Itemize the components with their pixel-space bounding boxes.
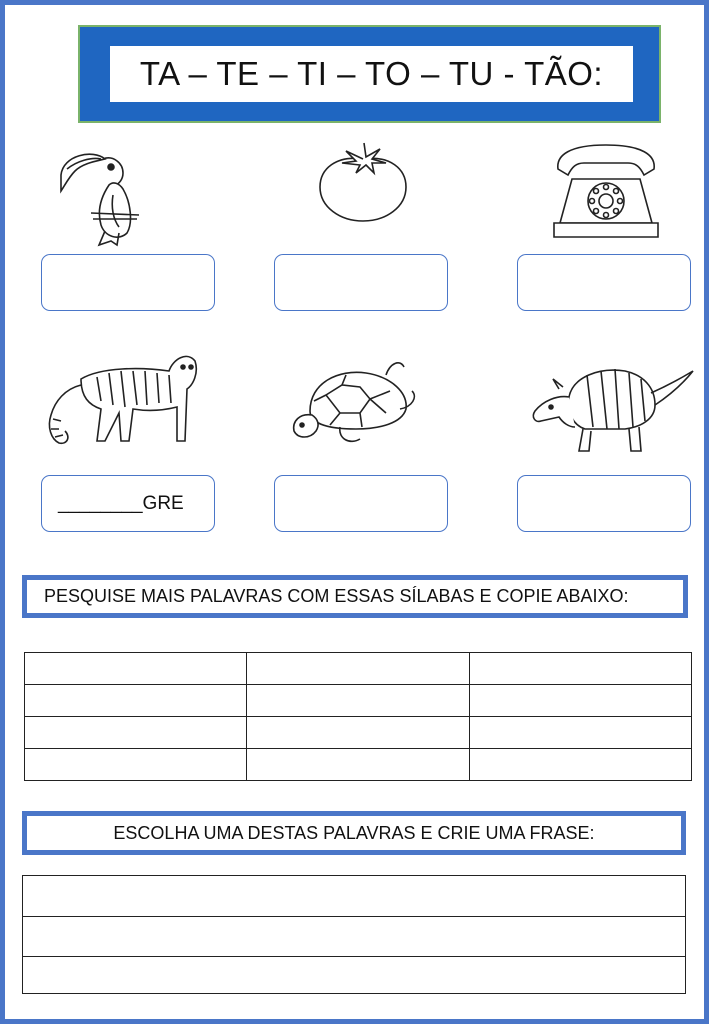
writing-line: [23, 956, 685, 957]
armadillo-image: [529, 357, 695, 457]
table-cell[interactable]: [247, 685, 469, 717]
answer-box-telephone[interactable]: [517, 254, 691, 311]
toucan-image: [53, 145, 143, 248]
tomato-image: [316, 141, 410, 223]
words-table: [24, 652, 692, 781]
page-title: TA – TE – TI – TO – TU - TÃO:: [110, 46, 633, 102]
answer-box-tomato[interactable]: [274, 254, 448, 311]
answer-box-turtle[interactable]: [274, 475, 448, 532]
table-cell[interactable]: [25, 749, 247, 781]
table-row: [25, 653, 692, 685]
sentence-banner: ESCOLHA UMA DESTAS PALAVRAS E CRIE UMA FRASE:: [22, 811, 686, 855]
sentence-writing-area[interactable]: [22, 875, 686, 994]
turtle-image: [290, 355, 420, 447]
telephone-image: [548, 139, 664, 243]
tiger-image: [41, 345, 201, 449]
answer-box-toucan[interactable]: [41, 254, 215, 311]
table-cell[interactable]: [25, 653, 247, 685]
table-cell[interactable]: [469, 749, 691, 781]
table-cell[interactable]: [469, 685, 691, 717]
table-cell[interactable]: [25, 717, 247, 749]
title-banner: [78, 25, 661, 123]
table-cell[interactable]: [469, 717, 691, 749]
table-cell[interactable]: [247, 653, 469, 685]
answer-box-tiger[interactable]: ________GRE: [41, 475, 215, 532]
table-cell[interactable]: [247, 717, 469, 749]
table-cell[interactable]: [25, 685, 247, 717]
answer-box-armadillo[interactable]: [517, 475, 691, 532]
table-cell[interactable]: [469, 653, 691, 685]
research-banner: PESQUISE MAIS PALAVRAS COM ESSAS SÍLABAS E COPIE ABAIXO:: [22, 575, 688, 618]
table-row: [25, 685, 692, 717]
table-cell[interactable]: [247, 749, 469, 781]
table-row: [25, 749, 692, 781]
writing-line: [23, 916, 685, 917]
table-row: [25, 717, 692, 749]
